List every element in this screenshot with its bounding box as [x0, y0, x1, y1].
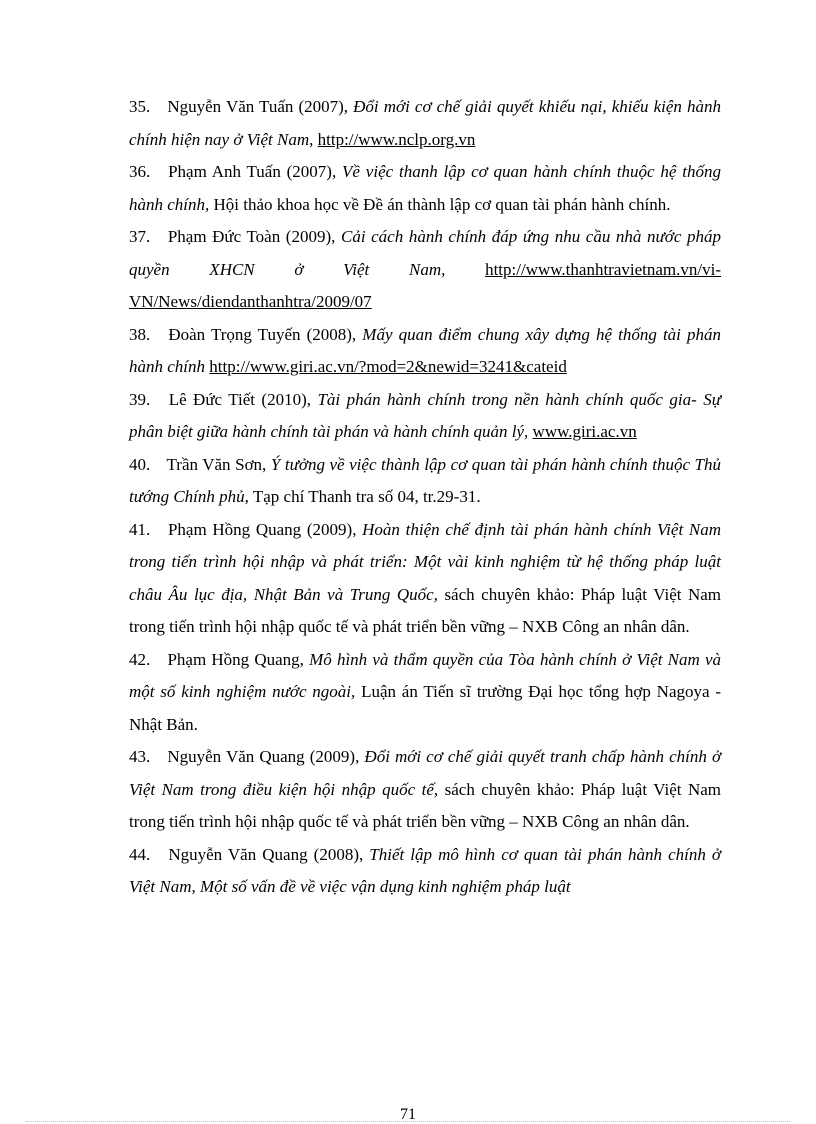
reference-number: 44. [129, 844, 151, 864]
reference-number: 39. [129, 389, 151, 409]
reference-author: Trần Văn Sơn, [166, 454, 267, 474]
reference-publication: sách chuyên khảo: Pháp luật Việt Nam trong tiến trình hội nhập quốc tế và phát triển bền vững – NXB Công an nhân dân. [129, 779, 722, 831]
reference-entry-37 [129, 221, 721, 319]
reference-title: Mô hình và thẩm quyền của Tòa hành chính ở Việt Nam và một số kinh nghiệm nước ngoài, [129, 649, 722, 701]
reference-number: 35. [129, 97, 151, 116]
reference-title: Ý tưởng về việc thành lập cơ quan tài phán hành chính thuộc Thủ tướng Chính phủ, [129, 454, 722, 506]
reference-entry-39 [129, 384, 721, 449]
reference-author: Đoàn Trọng Tuyến (2008), [168, 324, 357, 344]
reference-number: 36. [129, 162, 151, 181]
reference-title: Đổi mới cơ chế giải quyết tranh chấp hành chính ở Việt Nam trong điều kiện hội nhập quốc tế, [129, 747, 722, 799]
reference-author: Lê Đức Tiết (2010), [168, 389, 312, 409]
reference-link[interactable]: http://www.thanhtravietnam.vn/vi-VN/News/diendanthanhtra/2009/07 [129, 259, 721, 311]
reference-number: 38. [129, 324, 151, 344]
footer-divider [26, 1121, 790, 1122]
reference-number: 41. [129, 519, 151, 539]
reference-publication: Hội thảo khoa học về Đề án thành lập cơ quan tài phán hành chính. [213, 194, 671, 214]
reference-title: Đổi mới cơ chế giải quyết khiếu nại, khiếu kiện hành chính hiện nay ở Việt Nam, [129, 97, 722, 149]
reference-title: Tài phán hành chính trong nền hành chính quốc gia- Sự phân biệt giữa hành chính tài phán và hành chính quản lý, [129, 389, 721, 441]
reference-author: Nguyễn Văn Quang (2009), [167, 747, 360, 766]
reference-publication: Luận án Tiến sĩ trường Đại học tổng hợp Nagoya - Nhật Bản. [129, 682, 722, 734]
reference-entry-44 [129, 839, 721, 904]
reference-author: Phạm Anh Tuấn (2007), [168, 162, 337, 181]
reference-number: 42. [129, 649, 151, 669]
reference-title: Cải cách hành chính đáp ứng nhu cầu nhà nước pháp quyền XHCN ở Việt Nam, [129, 227, 721, 279]
reference-author: Phạm Hồng Quang, [167, 649, 304, 669]
reference-title: Mấy quan điểm chung xây dựng hệ thống tài phán hành chính [129, 324, 721, 376]
reference-list [129, 91, 721, 904]
reference-number: 43. [129, 747, 151, 766]
reference-entry-35 [129, 91, 721, 156]
reference-entry-38 [129, 319, 721, 384]
reference-entry-40 [129, 449, 721, 514]
reference-title: Thiết lập mô hình cơ quan tài phán hành chính ở Việt Nam, Một số vấn đề về việc vận dụng kinh nghiệm pháp luật [129, 844, 721, 896]
reference-entry-42 [129, 644, 721, 742]
reference-author: Phạm Đức Toàn (2009), [167, 227, 336, 246]
reference-entry-41 [129, 514, 721, 644]
reference-number: 40. [129, 454, 151, 474]
reference-entry-36 [129, 156, 721, 221]
reference-author: Nguyễn Văn Tuấn (2007), [167, 97, 349, 116]
reference-title: Về việc thanh lập cơ quan hành chính thuộc hệ thống hành chính, [129, 162, 721, 214]
reference-author: Phạm Hồng Quang (2009), [167, 519, 357, 539]
page-number: 71 [400, 1106, 416, 1123]
reference-number: 37. [129, 227, 151, 246]
reference-title: Hoàn thiện chế định tài phán hành chính Việt Nam trong tiến trình hội nhập và phát triển: Một vài kinh nghiệm từ hệ thống pháp luật châu Âu lục địa, Nhật Bản và Trung Quốc, [129, 519, 721, 604]
reference-link[interactable]: http://www.giri.ac.vn/?mod=2&newid=3241&cateid [209, 357, 567, 376]
reference-author: Nguyễn Văn Quang (2008), [168, 844, 364, 864]
reference-publication: sách chuyên khảo: Pháp luật Việt Nam trong tiến trình hội nhập quốc tế và phát triển bền vững – NXB Công an nhân dân. [129, 584, 722, 636]
reference-link[interactable]: www.giri.ac.vn [532, 422, 637, 441]
reference-link[interactable]: http://www.nclp.org.vn [317, 129, 476, 149]
reference-publication: Tạp chí Thanh tra số 04, tr.29-31. [252, 487, 481, 506]
reference-entry-43 [129, 741, 721, 839]
